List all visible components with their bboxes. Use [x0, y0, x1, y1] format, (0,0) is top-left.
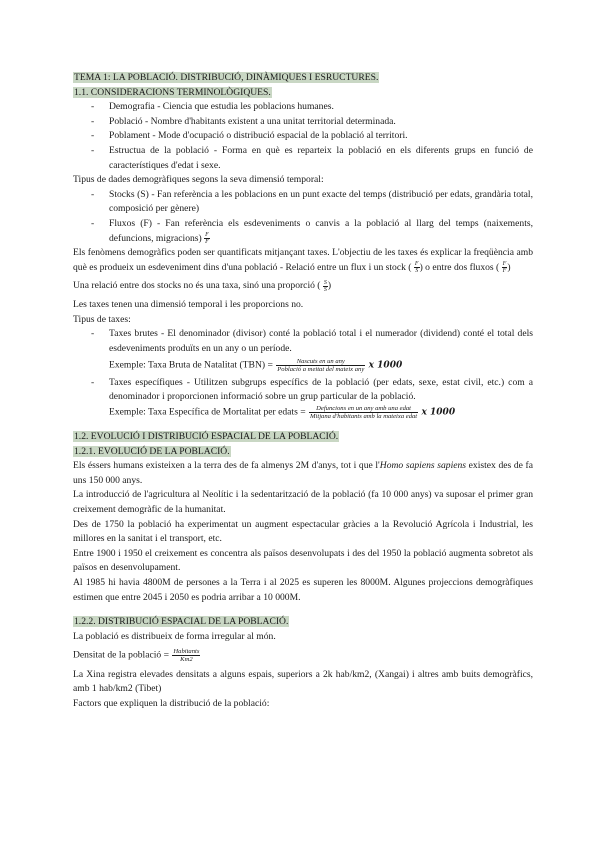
data-type-item: - Fluxos (F) - Fan referència els esdeveniments o canvis a la població al llarg del temps (naixements, defuncions, migracions) $\frac{F}{F}$: [73, 217, 533, 246]
density-formula: Densitat de la població = $\frac{\text{Habitants}}{Km2}$: [73, 648, 200, 664]
origin-paragraph: Els éssers humans existeixen a la terra des de fa almenys 2M d'anys, tot i que l'Homo sapiens sapiens existex des de fa uns 150 000 anys.: [73, 460, 533, 486]
definition-item: - Població - Nombre d'habitants existent a una unitat territorial determinada.: [73, 115, 533, 130]
flux-fraction: $\frac{F}{F}$: [205, 231, 209, 245]
definitions-list: [73, 100, 533, 173]
data-types-intro: Tipus de dades demogràfiques segons la seva dimensió temporal:: [73, 174, 324, 186]
tbn-fraction: $\frac{\text{Nascuts en un any}}{\text{Població a meitat del mateix any}}$: [277, 358, 365, 374]
revolution-paragraph: Des de 1750 la població ha experimentat un augment espectacular gràcies a la Revolució Agrícola i Industrial, les millores en la sanitat i el transport, etc.: [73, 518, 533, 545]
rate-types-list: [73, 327, 533, 356]
section-1-2-2-heading: 1.2.2. DISTRIBUCIÓ ESPACIAL DE LA POBLACIÓ.: [74, 616, 289, 628]
china-paragraph: La Xina registra elevades densitats a alguns espais, superiors a 2k hab/km2, (Xangai) i altres amb buits demogràfics, amb 1 hab/km2 (Tibet): [73, 668, 533, 695]
section-1-2-heading: 1.2. EVOLUCIÓ I DISTRIBUCIÓ ESPACIAL DE LA POBLACIÓ.: [74, 431, 339, 443]
document-content: [73, 71, 533, 711]
rate-types-intro: Tipus de taxes:: [73, 313, 131, 325]
phenomena-paragraph: Els fenòmens demogràfics poden ser quantificats mitjançant taxes. L'objectiu de les taxes és explicar la freqüència amb què es produeix un esdeveniment dins d'una població - Relació entre un flux i un stock ( $\frac{F}{S}$ ) o entre dos fluxos ( $\frac{F}{F}$ ): [73, 247, 533, 275]
definition-item: - Estructua de la població - Forma en què es reparteix la població en els diferents grups en funció de característiques d'edat i sexe.: [73, 144, 533, 173]
definition-item: - Poblament - Mode d'ocupació o distribució espacial de la població al territori.: [73, 129, 533, 144]
tem-example: Exemple: Taxa Específica de Mortalitat per edats = $\frac{\text{Defuncions en un any amb una edat}}{\text{Mitjana d'habitants amb la mateixa edat}}$ x 1000: [109, 404, 456, 420]
population-paragraph: Al 1985 hi havia 4800M de persones a la Terra i al 2025 es superen les 8000M. Algunes projeccions demogràfiques estimen que entre 2045 i 2050 es podria arribar a 10 000M.: [73, 577, 533, 603]
temporal-paragraph: Les taxes tenen una dimensió temporal i les proporcions no.: [73, 298, 304, 310]
neolithic-paragraph: La introducció de l'agricultura al Neolític i la sedentarització de la població (fa 10 000 anys) va suposar el primer gran creixement demogràfic de la humanitat.: [73, 489, 533, 516]
tbn-example: Exemple: Taxa Bruta de Natalitat (TBN) = $\frac{\text{Nascuts en un any}}{\text{Població a meitat del mateix any}}$ x 1000: [109, 358, 403, 374]
rate-type-item: - Taxes brutes - El denominador (divisor) conté la població total i el numerador (dividend) conté el total dels esdeveniments produïts en un any o un període.: [73, 327, 533, 356]
stock-fraction: $\frac{F}{S}$: [414, 261, 419, 275]
distribution-paragraph: La població es distribueix de forma irregular al món.: [73, 630, 276, 642]
proportion-paragraph: Una relació entre dos stocks no és una taxa, sinó una proporció ( $\frac{S}{S}$ ): [73, 279, 332, 293]
definition-item: - Demografia - Ciencia que estudia les poblacions humanes.: [73, 100, 533, 115]
growth-paragraph: Entre 1900 i 1950 el creixement es concentra als països desenvolupats i des del 1950 la població augmenta sobretot als països en desenvolupament.: [73, 547, 533, 574]
density-fraction: $\frac{\text{Habitants}}{Km2}$: [173, 648, 200, 664]
flux-ratio-fraction: $\frac{F}{F}$: [502, 261, 507, 275]
data-types-list: [73, 188, 533, 246]
rate-type-item: - Taxes específiques - Utilitzen subgrups específics de la població (per edats, sexe, estat civil, etc.) com a denominador i proporcionen informació sobre un grup particular de la població.: [73, 376, 533, 405]
rate-types-list-2: [73, 376, 533, 405]
data-type-item: - Stocks (S) - Fan referència a les poblacions en un punt exacte del temps (distribució per edats, grandària total, composició per gènere): [73, 188, 533, 217]
proportion-fraction: $\frac{S}{S}$: [323, 279, 327, 293]
tem-fraction: $\frac{\text{Defuncions en un any amb una edat}}{\text{Mitjana d'habitants amb la mateixa edat}}$: [310, 404, 418, 420]
factors-paragraph: Factors que expliquen la distribució de la població:: [73, 697, 270, 709]
main-title: TEMA 1: LA POBLACIÓ. DISTRIBUCIÓ, DINÀMIQUES I ESRUCTURES.: [74, 72, 379, 83]
section-1-2-1-heading: 1.2.1. EVOLUCIÓ DE LA POBLACIÓ.: [74, 445, 230, 457]
section-1-1-heading: 1.1. CONSIDERACIONS TERMINOLÒGIQUES.: [74, 86, 271, 98]
